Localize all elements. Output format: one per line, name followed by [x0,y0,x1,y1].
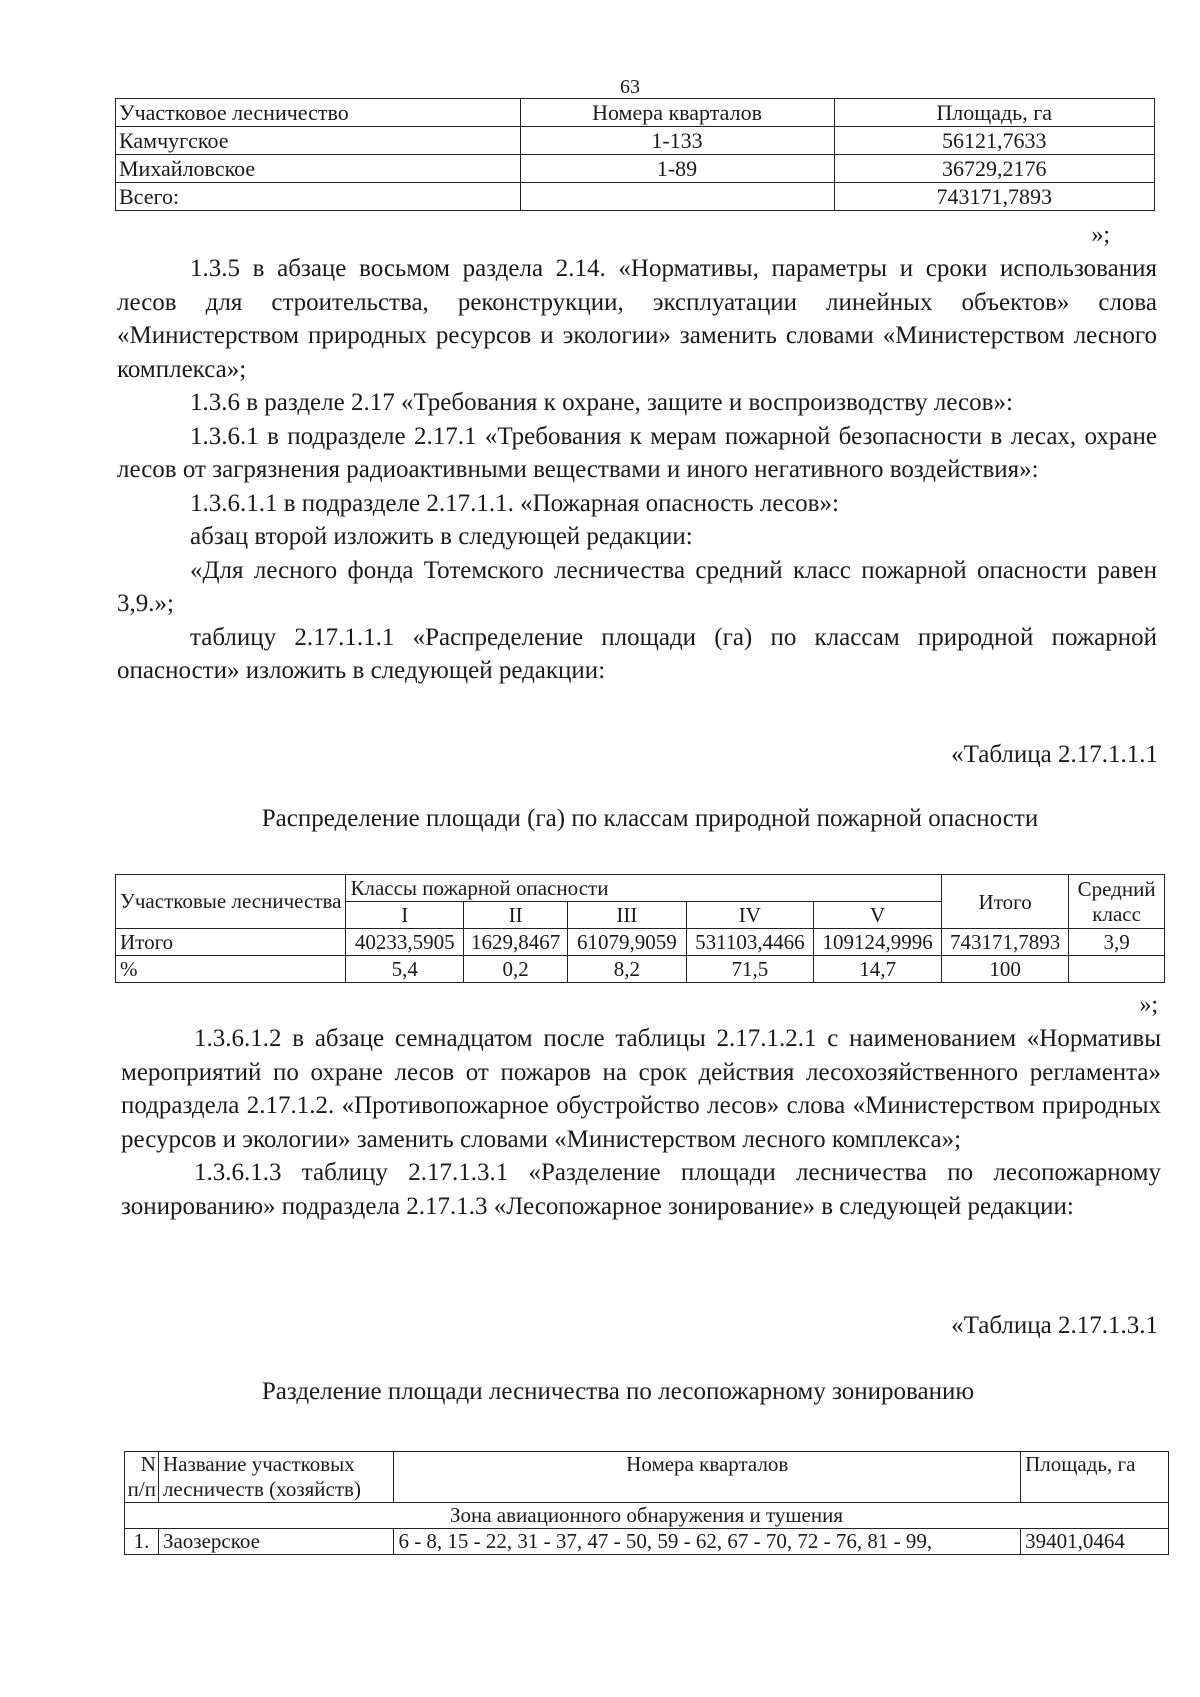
table-row [116,956,1165,983]
paragraph: «Для лесного фонда Тотемского лесничества средний класс пожарной опасности равен 3,9.»; [117,556,1157,617]
table-cell: Заозерское [158,1529,393,1555]
table-cell: 1629,8467 [464,929,568,956]
table-cell: 6 - 8, 15 - 22, 31 - 37, 47 - 50, 59 - 62, 67 - 70, 72 - 76, 81 - 99, [394,1529,1021,1555]
table-header-cell: Номера кварталов [520,99,835,127]
table-cell: 36729,2176 [835,155,1155,183]
table-row [125,1529,1169,1555]
table-cell: 743171,7893 [942,929,1069,956]
table-cell: 3,9 [1069,929,1165,956]
table-cell: 14,7 [814,956,942,983]
quote-end: »; [1139,992,1158,1018]
table-header-cell: II [464,902,568,929]
paragraph: 1.3.5 в абзаце восьмом раздела 2.14. «Нормативы, параметры и сроки использования лесов для строительства, реконструкции, эксплуатации линейных объектов» слова «Министерством природных ресурсов и экологии» заменить словами «Министерством лесного комплекса»; [117,255,1157,383]
zone-label: Зона авиационного обнаружения и тушения [125,1503,1169,1529]
table-header-cell: Номера кварталов [394,1452,1021,1503]
table-cell: 100 [942,956,1069,983]
body-text-block-2 [121,1022,1161,1223]
table-cell: 5,4 [346,956,464,983]
paragraph: 1.3.6.1.3 таблицу 2.17.1.3.1 «Разделение площади лесничества по лесопожарному зонированию» подраздела 2.17.1.3 «Лесопожарное зонирование» в следующей редакции: [121,1159,1161,1220]
table-header-cell: Участковые лесничества [116,875,346,929]
table-cell: 0,2 [464,956,568,983]
table-heading: Распределение площади (га) по классам природной пожарной опасности [261,805,1039,832]
table-header-row [116,99,1155,127]
table-cell [520,183,835,211]
paragraph: абзац второй изложить в следующей редакции: [190,523,693,550]
table-header-cell: Классы пожарной опасности [346,875,942,902]
body-text-block-1 [117,252,1157,688]
paragraph: таблицу 2.17.1.1.1 «Распределение площади (га) по классам природной пожарной опасности» изложить в следующей редакции: [117,623,1157,684]
table-cell: 1-89 [520,155,835,183]
table-cell: 1-133 [520,127,835,155]
fire-zoning-table [124,1451,1169,1555]
table-caption: «Таблица 2.17.1.1.1 [951,741,1158,768]
table-header-cell: Площадь, га [835,99,1155,127]
table-header-cell: Название участковых лесничеств (хозяйств) [158,1452,393,1503]
table-cell: 40233,5905 [346,929,464,956]
table-row [116,183,1155,211]
table-cell: 531103,4466 [686,929,814,956]
table-cell: Михайловское [116,155,521,183]
table-cell: 109124,9996 [814,929,942,956]
quote-end: »; [1091,222,1110,248]
table-header-row [116,875,1165,902]
fire-danger-classes-table [115,874,1165,983]
table-cell: 61079,9059 [568,929,687,956]
table-heading: Разделение площади лесничества по лесопожарному зонированию [261,1378,975,1405]
page-number: 63 [620,76,640,98]
paragraph: 1.3.6 в разделе 2.17 «Требования к охране, защите и воспроизводству лесов»: [190,389,1013,416]
table-header-cell: Итого [942,875,1069,929]
table-row [116,929,1165,956]
table-header-cell: III [568,902,687,929]
paragraph: 1.3.6.1 в подразделе 2.17.1 «Требования к мерам пожарной безопасности в лесах, охране лесов от загрязнения радиоактивными веществами и иного негативного воздействия»: [117,422,1157,483]
table-header-cell: N п/п [125,1452,159,1503]
table-header-cell: V [814,902,942,929]
paragraph: 1.3.6.1.1 в подразделе 2.17.1.1. «Пожарная опасность лесов»: [190,489,839,517]
table-cell: % [116,956,346,983]
table-cell: 8,2 [568,956,687,983]
forestry-quarters-table [115,98,1155,211]
table-cell: 71,5 [686,956,814,983]
table-cell [1069,956,1165,983]
table-zone-row [125,1503,1169,1529]
table-cell: Всего: [116,183,521,211]
table-header-cell: Площадь, га [1021,1452,1169,1503]
table-cell: 743171,7893 [835,183,1155,211]
table-header-cell: IV [686,902,814,929]
table-cell: 56121,7633 [835,127,1155,155]
table-header-row [125,1452,1169,1503]
table-header-cell: Средний класс [1069,875,1165,929]
table-cell: 1. [125,1529,159,1555]
paragraph: 1.3.6.1.2 в абзаце семнадцатом после таблицы 2.17.1.2.1 с наименованием «Нормативы мероприятий по охране лесов от пожаров на срок действия лесохозяйственного регламента» подраздела 2.17.1.2. «Противопожарное обустройство лесов» слова «Министерством природных ресурсов и экологии» заменить словами «Министерством лесного комплекса»; [121,1025,1161,1153]
table-caption: «Таблица 2.17.1.3.1 [951,1312,1158,1339]
table-header-cell: I [346,902,464,929]
table-cell: 39401,0464 [1021,1529,1169,1555]
table-header-cell: Участковое лесничество [116,99,521,127]
table-cell: Итого [116,929,346,956]
table-cell: Камчугское [116,127,521,155]
table-row [116,155,1155,183]
table-row [116,127,1155,155]
